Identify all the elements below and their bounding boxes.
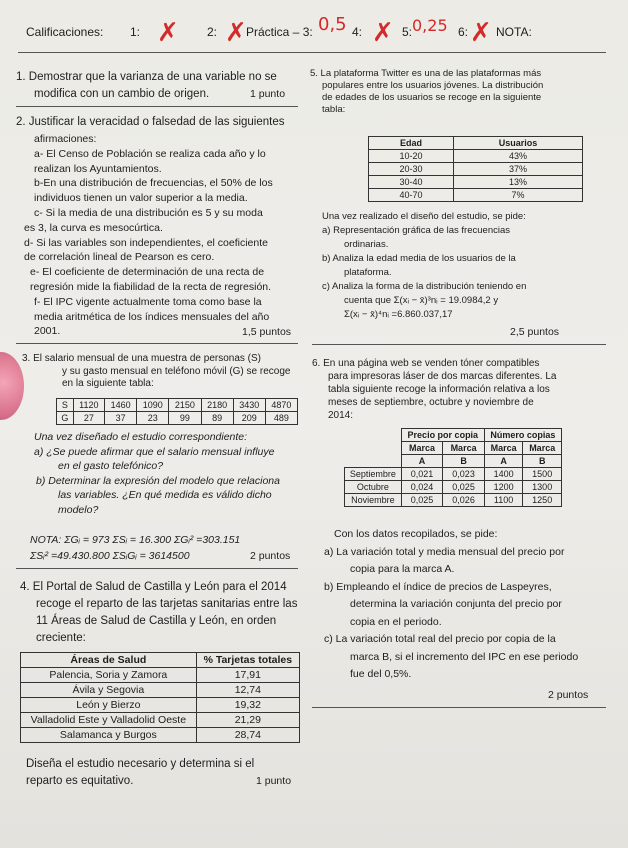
table-row: [369, 150, 583, 163]
table-cell: 28,74: [196, 728, 299, 743]
q2-line: d- Si las variables son independientes, el coeficiente: [24, 236, 268, 249]
q1-rule: [16, 106, 298, 107]
grade-mark-4: ✗: [372, 18, 394, 48]
table-cell: 3430: [233, 399, 265, 412]
table-cell: 99: [169, 412, 201, 425]
table-cell: 1200: [484, 481, 523, 494]
table-cell: 43%: [454, 150, 583, 163]
q2-line: regresión mide la fiabilidad de la recta de regresión.: [30, 281, 272, 293]
table-row: [21, 728, 300, 743]
q6-line: para impresoras láser de dos marcas diferentes. La: [328, 371, 557, 382]
table-cell: Valladolid Este y Valladolid Oeste: [21, 713, 197, 728]
q4-line: creciente:: [36, 632, 86, 644]
price-header: Precio por copia: [401, 429, 484, 442]
grade-mark-2: ✗: [225, 18, 247, 48]
q1-line-2: modifica con un cambio de origen.: [34, 88, 210, 100]
q5-line: de edades de los usuarios se recoge en la siguiente: [322, 92, 542, 103]
q6-text-line: Con los datos recopilados, se pide:: [334, 528, 498, 540]
areas-header: Áreas de Salud: [21, 653, 197, 668]
table-cell: 1250: [523, 494, 562, 507]
table-row: [369, 163, 583, 176]
table-cell: 4870: [265, 399, 297, 412]
grade-label-5: 5:: [402, 25, 413, 39]
q2-rule: [16, 343, 298, 344]
brand-header: Marca: [484, 442, 523, 455]
q2-line: f- El IPC vigente actualmente toma como base la: [34, 295, 262, 308]
table-row: [57, 412, 298, 425]
grade-label-6: 6:: [458, 25, 469, 39]
q6-text-line: determina la variación conjunta del precio por: [350, 598, 562, 610]
q2-line: realizan los Ayuntamientos.: [34, 162, 162, 175]
header-rule: [18, 52, 606, 53]
table-cell: 37: [105, 412, 137, 425]
table-cell: 2150: [169, 399, 201, 412]
q5-text-line: b) Analiza la edad media de los usuarios de la: [322, 253, 516, 264]
q6-rule: [312, 707, 606, 708]
q5-text-line: cuenta que Σ(xᵢ − x̄)³nᵢ = 19.0984,2 y: [344, 295, 499, 306]
nota-label: NOTA:: [496, 25, 532, 39]
table-cell: G: [57, 412, 74, 425]
q4-end-line-1: Diseña el estudio necesario y determina si el: [26, 758, 255, 770]
table-row: [345, 468, 562, 481]
table-cell: 19,32: [196, 698, 299, 713]
q2-line: e- El coeficiente de determinación de una recta de: [30, 266, 265, 279]
table-cell: 1100: [484, 494, 523, 507]
brand-letter: A: [484, 455, 523, 468]
table-cell: 1500: [523, 468, 562, 481]
table-cell: Septiembre: [345, 468, 402, 481]
q4-line: recoge el reparto de las tarjetas sanitarias entre las: [36, 598, 298, 610]
q2-line: 2001.: [34, 325, 61, 338]
table-cell: 13%: [454, 176, 583, 189]
table-cell: 1400: [484, 468, 523, 481]
grade-mark-3: 0,5: [318, 14, 347, 35]
q6-points: 2 puntos: [548, 689, 589, 701]
q5-text-line: a) Representación gráfica de las frecuencias: [322, 225, 510, 236]
table-row: [21, 698, 300, 713]
q6-line: 6. En una página web se venden tóner compatibles: [312, 358, 540, 369]
table-cell: 30-40: [369, 176, 454, 189]
table-row: [57, 399, 298, 412]
table-row: [21, 683, 300, 698]
q3-note-line-1: NOTA: ΣGᵢ = 973 ΣSᵢ = 16.300 ΣGᵢ² =303.151: [30, 534, 241, 546]
q2-line: c- Si la media de una distribución es 5 y su moda: [34, 207, 263, 219]
table-cell: Salamanca y Burgos: [21, 728, 197, 743]
q5-text-line: c) Analiza la forma de la distribución teniendo en: [322, 281, 527, 292]
q6-text-line: copia para la marca A.: [350, 563, 455, 575]
table-cell: 0,025: [401, 494, 443, 507]
table-cell: 20-30: [369, 163, 454, 176]
brand-header: Marca: [443, 442, 485, 455]
q3-text-line: a) ¿Se puede afirmar que el salario mensual influye: [34, 445, 275, 458]
table-cell: 21,29: [196, 713, 299, 728]
q6-text-line: b) Empleando el índice de precios de Laspeyres,: [324, 580, 552, 593]
table-cell: 1300: [523, 481, 562, 494]
brand-letter: B: [443, 455, 485, 468]
q2-line: de correlación lineal de Pearson es cero.: [24, 251, 215, 264]
percent-header: % Tarjetas totales: [196, 653, 299, 668]
table-cell: 23: [137, 412, 169, 425]
table-cell: Ávila y Segovia: [21, 683, 197, 698]
table-cell: 10-20: [369, 150, 454, 163]
table-cell: Palencia, Soria y Zamora: [21, 668, 197, 683]
health-areas-table: [20, 652, 300, 743]
q5-line: populares entre los usuarios jóvenes. La distribución: [322, 80, 544, 91]
table-cell: 12,74: [196, 683, 299, 698]
q6-line: tabla siguiente recoge la información relativa a los: [328, 384, 550, 395]
thumb: [0, 352, 24, 420]
q5-points: 2,5 puntos: [510, 326, 560, 338]
table-cell: 27: [73, 412, 104, 425]
toner-table: [344, 428, 562, 507]
table-row: [21, 668, 300, 683]
table-cell: León y Bierzo: [21, 698, 197, 713]
q6-text-line: marca B, si el incremento del IPC en ese periodo: [350, 650, 579, 663]
q6-text-line: fue del 0,5%.: [350, 668, 412, 680]
table-cell: 0,026: [443, 494, 485, 507]
q3-text-line: en el gasto telefónico?: [58, 460, 164, 472]
q5-text-line: ordinarias.: [344, 239, 389, 250]
users-header: Usuarios: [454, 137, 583, 150]
q1-line-1: 1. Demostrar que la varianza de una variable no se: [16, 71, 277, 83]
q6-text-line: a) La variación total y media mensual del precio por: [324, 545, 565, 558]
q3-points: 2 puntos: [250, 550, 291, 562]
q3-note-line-2: ΣSᵢ² =49.430.800 ΣSᵢGᵢ = 3614500: [30, 550, 190, 562]
brand-header: Marca: [401, 442, 443, 455]
q5-line: tabla:: [322, 104, 346, 115]
q3-line: y su gasto mensual en teléfono móvil (G) se recoge: [62, 365, 291, 377]
table-cell: 17,91: [196, 668, 299, 683]
table-cell: 209: [233, 412, 265, 425]
q2-line: individuos tienen un valor superior a la media.: [34, 192, 248, 205]
table-cell: 0,021: [401, 468, 443, 481]
table-cell: 37%: [454, 163, 583, 176]
q5-rule: [312, 344, 606, 345]
table-row: [369, 176, 583, 189]
grades-title: Calificaciones:: [26, 25, 104, 39]
table-cell: 0,024: [401, 481, 443, 494]
copies-header: Número copias: [484, 429, 561, 442]
table-row: [21, 713, 300, 728]
grade-label-4: 4:: [352, 25, 363, 39]
q6-line: 2014:: [328, 410, 354, 421]
q3-text-line: Una vez diseñado el estudio correspondiente:: [34, 431, 248, 443]
grade-mark-1: ✗: [157, 18, 179, 48]
q3-line: 3. El salario mensual de una muestra de personas (S): [22, 353, 262, 364]
q3-text-line: las variables. ¿En qué medida es válido dicho: [58, 489, 272, 501]
q4-end-line-2: reparto es equitativo.: [26, 775, 134, 787]
q6-text-line: c) La variación total real del precio por copia de la: [324, 633, 556, 645]
table-cell: 40-70: [369, 189, 454, 202]
q5-text-line: Una vez realizado el diseño del estudio, se pide:: [322, 211, 526, 222]
q2-line: es 3, la curva es mesocúrtica.: [24, 221, 163, 234]
table-row: [345, 481, 562, 494]
table-cell: 0,023: [443, 468, 485, 481]
table-row: [345, 494, 562, 507]
q1-points: 1 punto: [250, 88, 286, 100]
table-cell: 7%: [454, 189, 583, 202]
q2-line: afirmaciones:: [34, 133, 97, 145]
table-cell: 1120: [73, 399, 104, 412]
q5-line: 5. La plataforma Twitter es una de las plataformas más: [310, 68, 542, 79]
brand-header: Marca: [523, 442, 562, 455]
q3-line: en la siguiente tabla:: [62, 378, 154, 389]
q4-points: 1 punto: [256, 775, 292, 787]
table-cell: 0,025: [443, 481, 485, 494]
table-cell: S: [57, 399, 74, 412]
table-cell: Noviembre: [345, 494, 402, 507]
q2-title: 2. Justificar la veracidad o falsedad de las siguientes: [16, 116, 285, 128]
table-cell: 89: [201, 412, 233, 425]
table-cell: 1090: [137, 399, 169, 412]
twitter-age-table: [368, 136, 583, 202]
brand-letter: A: [401, 455, 443, 468]
grade-mark-6: ✗: [470, 18, 492, 48]
q6-text-line: copia en el periodo.: [350, 615, 442, 628]
age-header: Edad: [369, 137, 454, 150]
table-row: [369, 189, 583, 202]
q3-text-line: b) Determinar la expresión del modelo que relaciona: [36, 474, 280, 487]
q5-text-line: plataforma.: [344, 267, 392, 278]
q2-line: a- El Censo de Población se realiza cada año y lo: [34, 147, 266, 160]
q3-text-line: modelo?: [58, 503, 99, 516]
q4-line: 11 Áreas de Salud de Castilla y León, en orden: [36, 615, 277, 627]
table-cell: 1460: [105, 399, 137, 412]
q2-points: 1,5 puntos: [242, 326, 292, 338]
grade-mark-5: 0,25: [412, 16, 448, 35]
grade-label-2: 2:: [207, 25, 218, 39]
table-cell: 489: [265, 412, 297, 425]
q4-line: 4. El Portal de Salud de Castilla y León para el 2014: [20, 581, 287, 593]
table-cell: Octubre: [345, 481, 402, 494]
q3-rule: [16, 568, 298, 569]
table-cell: 2180: [201, 399, 233, 412]
q2-line: media aritmética de los índices mensuales del año: [34, 310, 270, 323]
brand-letter: B: [523, 455, 562, 468]
q5-text-line: Σ(xᵢ − x̄)⁴nᵢ =6.860.037,17: [344, 309, 453, 320]
q2-line: b-En una distribución de frecuencias, el 50% de los: [34, 177, 273, 190]
grade-label-3: Práctica – 3:: [246, 25, 313, 39]
q6-line: meses de septiembre, octubre y noviembre de: [328, 397, 534, 408]
salary-table: [56, 398, 298, 425]
grade-label-1: 1:: [130, 25, 141, 39]
